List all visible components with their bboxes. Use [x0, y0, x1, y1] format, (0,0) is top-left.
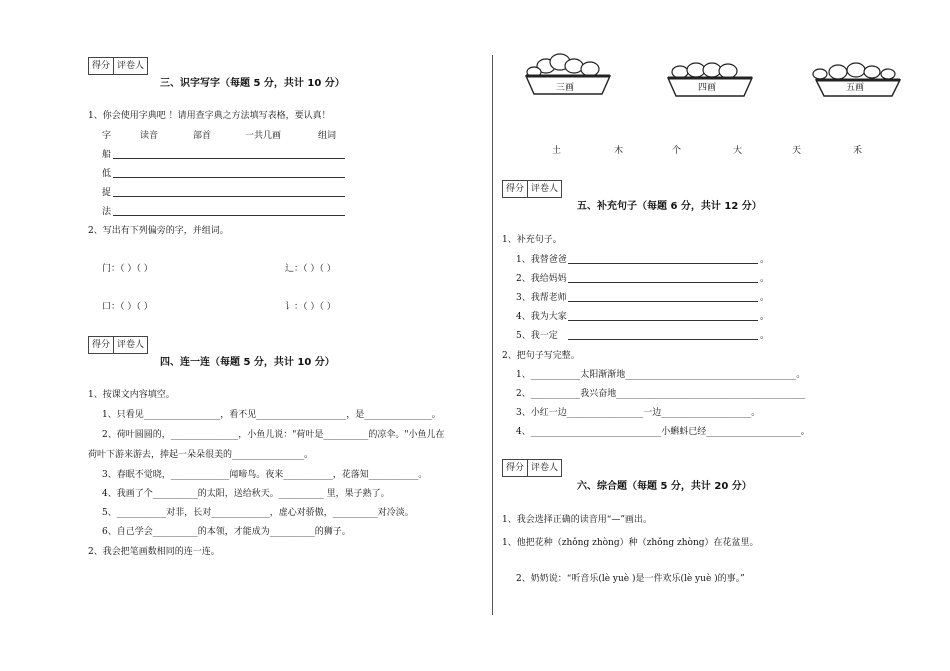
- period: 。: [760, 331, 770, 341]
- pot-label: 五画: [846, 83, 865, 93]
- period: 。: [760, 293, 770, 303]
- fill-item: 1、只看见_________________，看不见____________________，是_______________。: [102, 410, 441, 420]
- answer-line[interactable]: [113, 158, 345, 159]
- sec3-q2: 2、写出有下列偏旁的字，并组词。: [88, 226, 229, 236]
- period: 。: [760, 255, 770, 265]
- score-label: 得分: [92, 340, 111, 350]
- score-label: 得分: [92, 61, 111, 71]
- radical-item: 口：（ ）（ ）: [102, 302, 153, 312]
- fill-item: 6、自己学会__________的本领，才能成为__________的狮子。: [102, 527, 351, 537]
- score-label: 得分: [506, 463, 525, 473]
- sec4-q1: 1、按课文内容填空。: [88, 390, 175, 400]
- sec5-q2: 2、把句子写完整。: [502, 351, 580, 361]
- radical-item: 讠：（ ）（ ）: [285, 302, 336, 312]
- char-item[interactable]: 天: [792, 146, 802, 156]
- sentence-item: 2、我给妈妈: [516, 274, 567, 284]
- period: 。: [760, 274, 770, 284]
- score-label: 得分: [506, 184, 525, 194]
- answer-line[interactable]: [568, 263, 758, 264]
- sentence-item: 5、我一定: [516, 331, 558, 341]
- grader-label: 评卷人: [113, 337, 147, 353]
- answer-line[interactable]: [113, 196, 345, 197]
- complete-item: 4、_____________________________小蝌蚪已经_____________________。: [516, 427, 810, 437]
- char-item[interactable]: 木: [614, 146, 624, 156]
- radical-item: 门：（ ）（ ）: [102, 264, 153, 274]
- score-box: [88, 336, 148, 354]
- answer-line[interactable]: [568, 301, 758, 302]
- answer-line[interactable]: [568, 339, 758, 340]
- pot-label: 四画: [698, 83, 717, 93]
- table-header-char: 字: [102, 131, 112, 141]
- fill-item: 3、春眠不觉晓，_____________闻啼鸟。夜来___________，花落知___________。: [102, 470, 428, 480]
- table-row-char: 法: [102, 207, 112, 217]
- section-5-title: 五、补充句子（每题 6 分，共计 12 分）: [577, 201, 762, 212]
- answer-line[interactable]: [568, 320, 758, 321]
- table-header-pinyin: 读音: [140, 131, 159, 141]
- sec5-q1: 1、补充句子。: [502, 235, 562, 245]
- section-3-title: 三、识字写字（每题 5 分，共计 10 分）: [160, 78, 345, 89]
- pinyin-item: 1、他把花种（zhǒng zhòng）种（zhǒng zhòng）在花盆里。: [502, 538, 759, 548]
- grader-label: 评卷人: [527, 181, 561, 197]
- complete-item: 2、___________我兴奋地__________________________________________: [516, 389, 806, 399]
- score-box: [502, 459, 562, 477]
- pot-label: 三画: [556, 83, 575, 93]
- answer-line[interactable]: [113, 177, 345, 178]
- fill-item: 荷叶下游来游去，捧起一朵朵很美的________________。: [88, 450, 314, 460]
- grader-label: 评卷人: [113, 58, 147, 74]
- sec3-q1: 1、你会使用字典吧 ！请用查字典之方法填写表格，要认真！: [88, 111, 331, 121]
- complete-item: 1、___________太阳渐渐地______________________________________。: [516, 370, 806, 380]
- radical-item: 辶：（ ）（ ）: [285, 264, 336, 274]
- table-header-words: 组词: [318, 131, 337, 141]
- char-item[interactable]: 土: [552, 146, 562, 156]
- grader-label: 评卷人: [527, 460, 561, 476]
- table-row-char: 船: [102, 150, 112, 160]
- char-item[interactable]: 个: [672, 146, 682, 156]
- section-4-title: 四、连一连（每题 5 分，共计 10 分）: [160, 357, 335, 368]
- answer-line[interactable]: [568, 282, 758, 283]
- fill-item: 2、荷叶圆圆的，_______________，小鱼儿说："荷叶是__________的凉伞。"小鱼儿在: [102, 430, 445, 440]
- fill-item: 5、___________对非，长对_____________，虚心对骄傲，__________对冷淡。: [102, 508, 414, 518]
- period: 。: [760, 312, 770, 322]
- score-box: [88, 57, 148, 75]
- sec4-q2: 2、我会把笔画数相同的连一连。: [88, 547, 220, 557]
- section-6-title: 六、综合题（每题 5 分，共计 20 分）: [577, 481, 752, 492]
- char-item[interactable]: 大: [733, 146, 743, 156]
- sentence-item: 1、我替爸爸: [516, 255, 567, 265]
- char-item[interactable]: 禾: [853, 146, 863, 156]
- sentence-item: 3、我帮老师: [516, 293, 567, 303]
- score-box: [502, 180, 562, 198]
- table-header-radical: 部首: [193, 131, 212, 141]
- table-row-char: 捉: [102, 188, 112, 198]
- complete-item: 3、小红一边_________________一边____________________。: [516, 408, 761, 418]
- table-row-char: 低: [102, 169, 112, 179]
- pinyin-item: 2、奶奶说：“听音乐(lè yuè )是一件欢乐(lè yuè )的事。”: [516, 574, 745, 584]
- fill-item: 4、我画了个__________的太阳，送给秋天。__________ 里，果子熟了。: [102, 489, 390, 499]
- column-divider: [492, 55, 493, 615]
- answer-line[interactable]: [113, 215, 345, 216]
- table-header-strokes: 一共几画: [245, 131, 282, 141]
- sec6-q1: 1、我会选择正确的读音用“—”画出。: [502, 515, 652, 525]
- sentence-item: 4、我为大家: [516, 312, 567, 322]
